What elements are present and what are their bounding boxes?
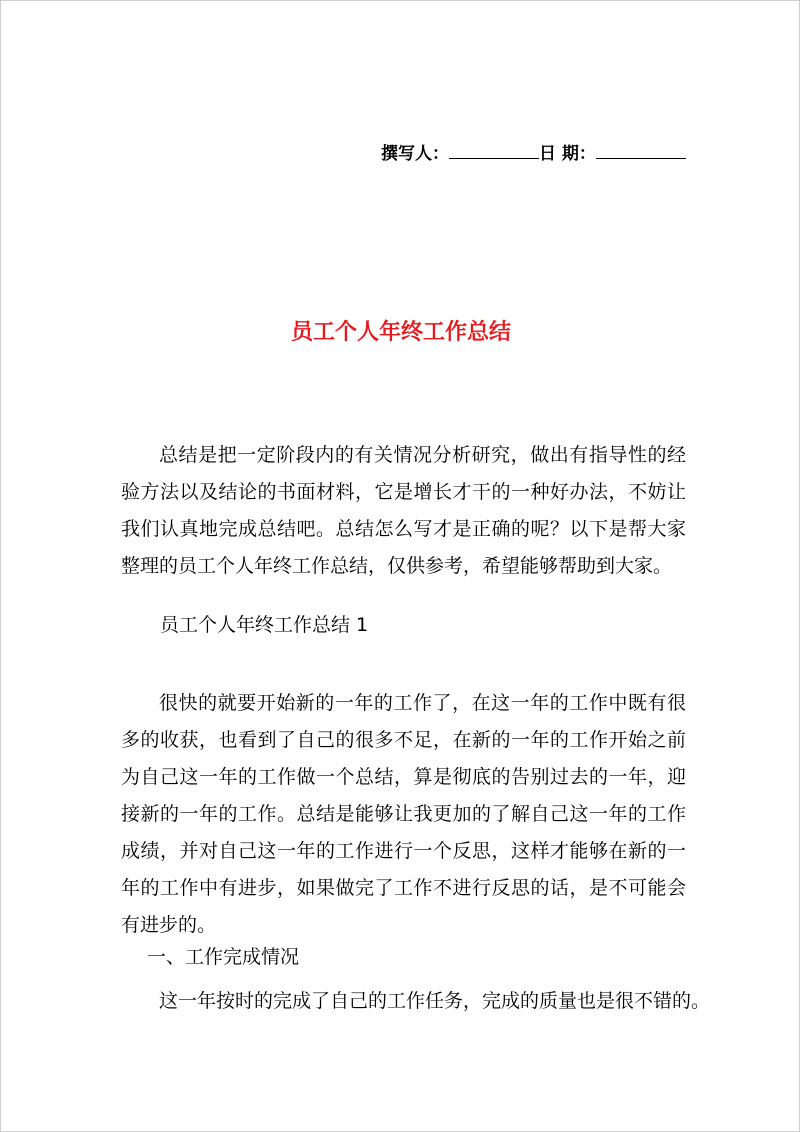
author-label: 撰写人：	[381, 144, 449, 164]
date-label: 日 期：	[539, 144, 596, 164]
section-heading: 一、工作完成情况	[147, 946, 300, 968]
author-blank	[449, 144, 539, 159]
body-paragraph: 很快的就要开始新的一年的工作了，在这一年的工作中既有很多的收获，也看到了自己的很多不足，在新的一年的工作开始之前为自己这一年的工作做一个总结，算是彻底的告别过去的一年，迎接新的一年的工作。总结是能够让我更加的了解自己这一年的工作成绩，并对自己这一年的工作进行一个反思，这样才能够在新的一年的工作中有进步，如果做完了工作不进行反思的话，是不可能会有进步的。	[121, 692, 686, 936]
section-subtitle: 员工个人年终工作总结 1	[160, 614, 369, 636]
date-blank	[596, 144, 686, 159]
document-title: 员工个人年终工作总结	[290, 319, 511, 345]
intro-paragraph: 总结是把一定阶段内的有关情况分析研究，做出有指导性的经验方法以及结论的书面材料，它是增长才干的一种好办法，不妨让我们认真地完成总结吧。总结怎么写才是正确的呢？以下是帮大家整理的员工个人年终工作总结，仅供参考，希望能够帮助到大家。	[121, 444, 686, 577]
section-text: 这一年按时的完成了自己的工作任务，完成的质量也是很不错的。	[159, 990, 711, 1012]
author-date-line	[381, 139, 686, 164]
